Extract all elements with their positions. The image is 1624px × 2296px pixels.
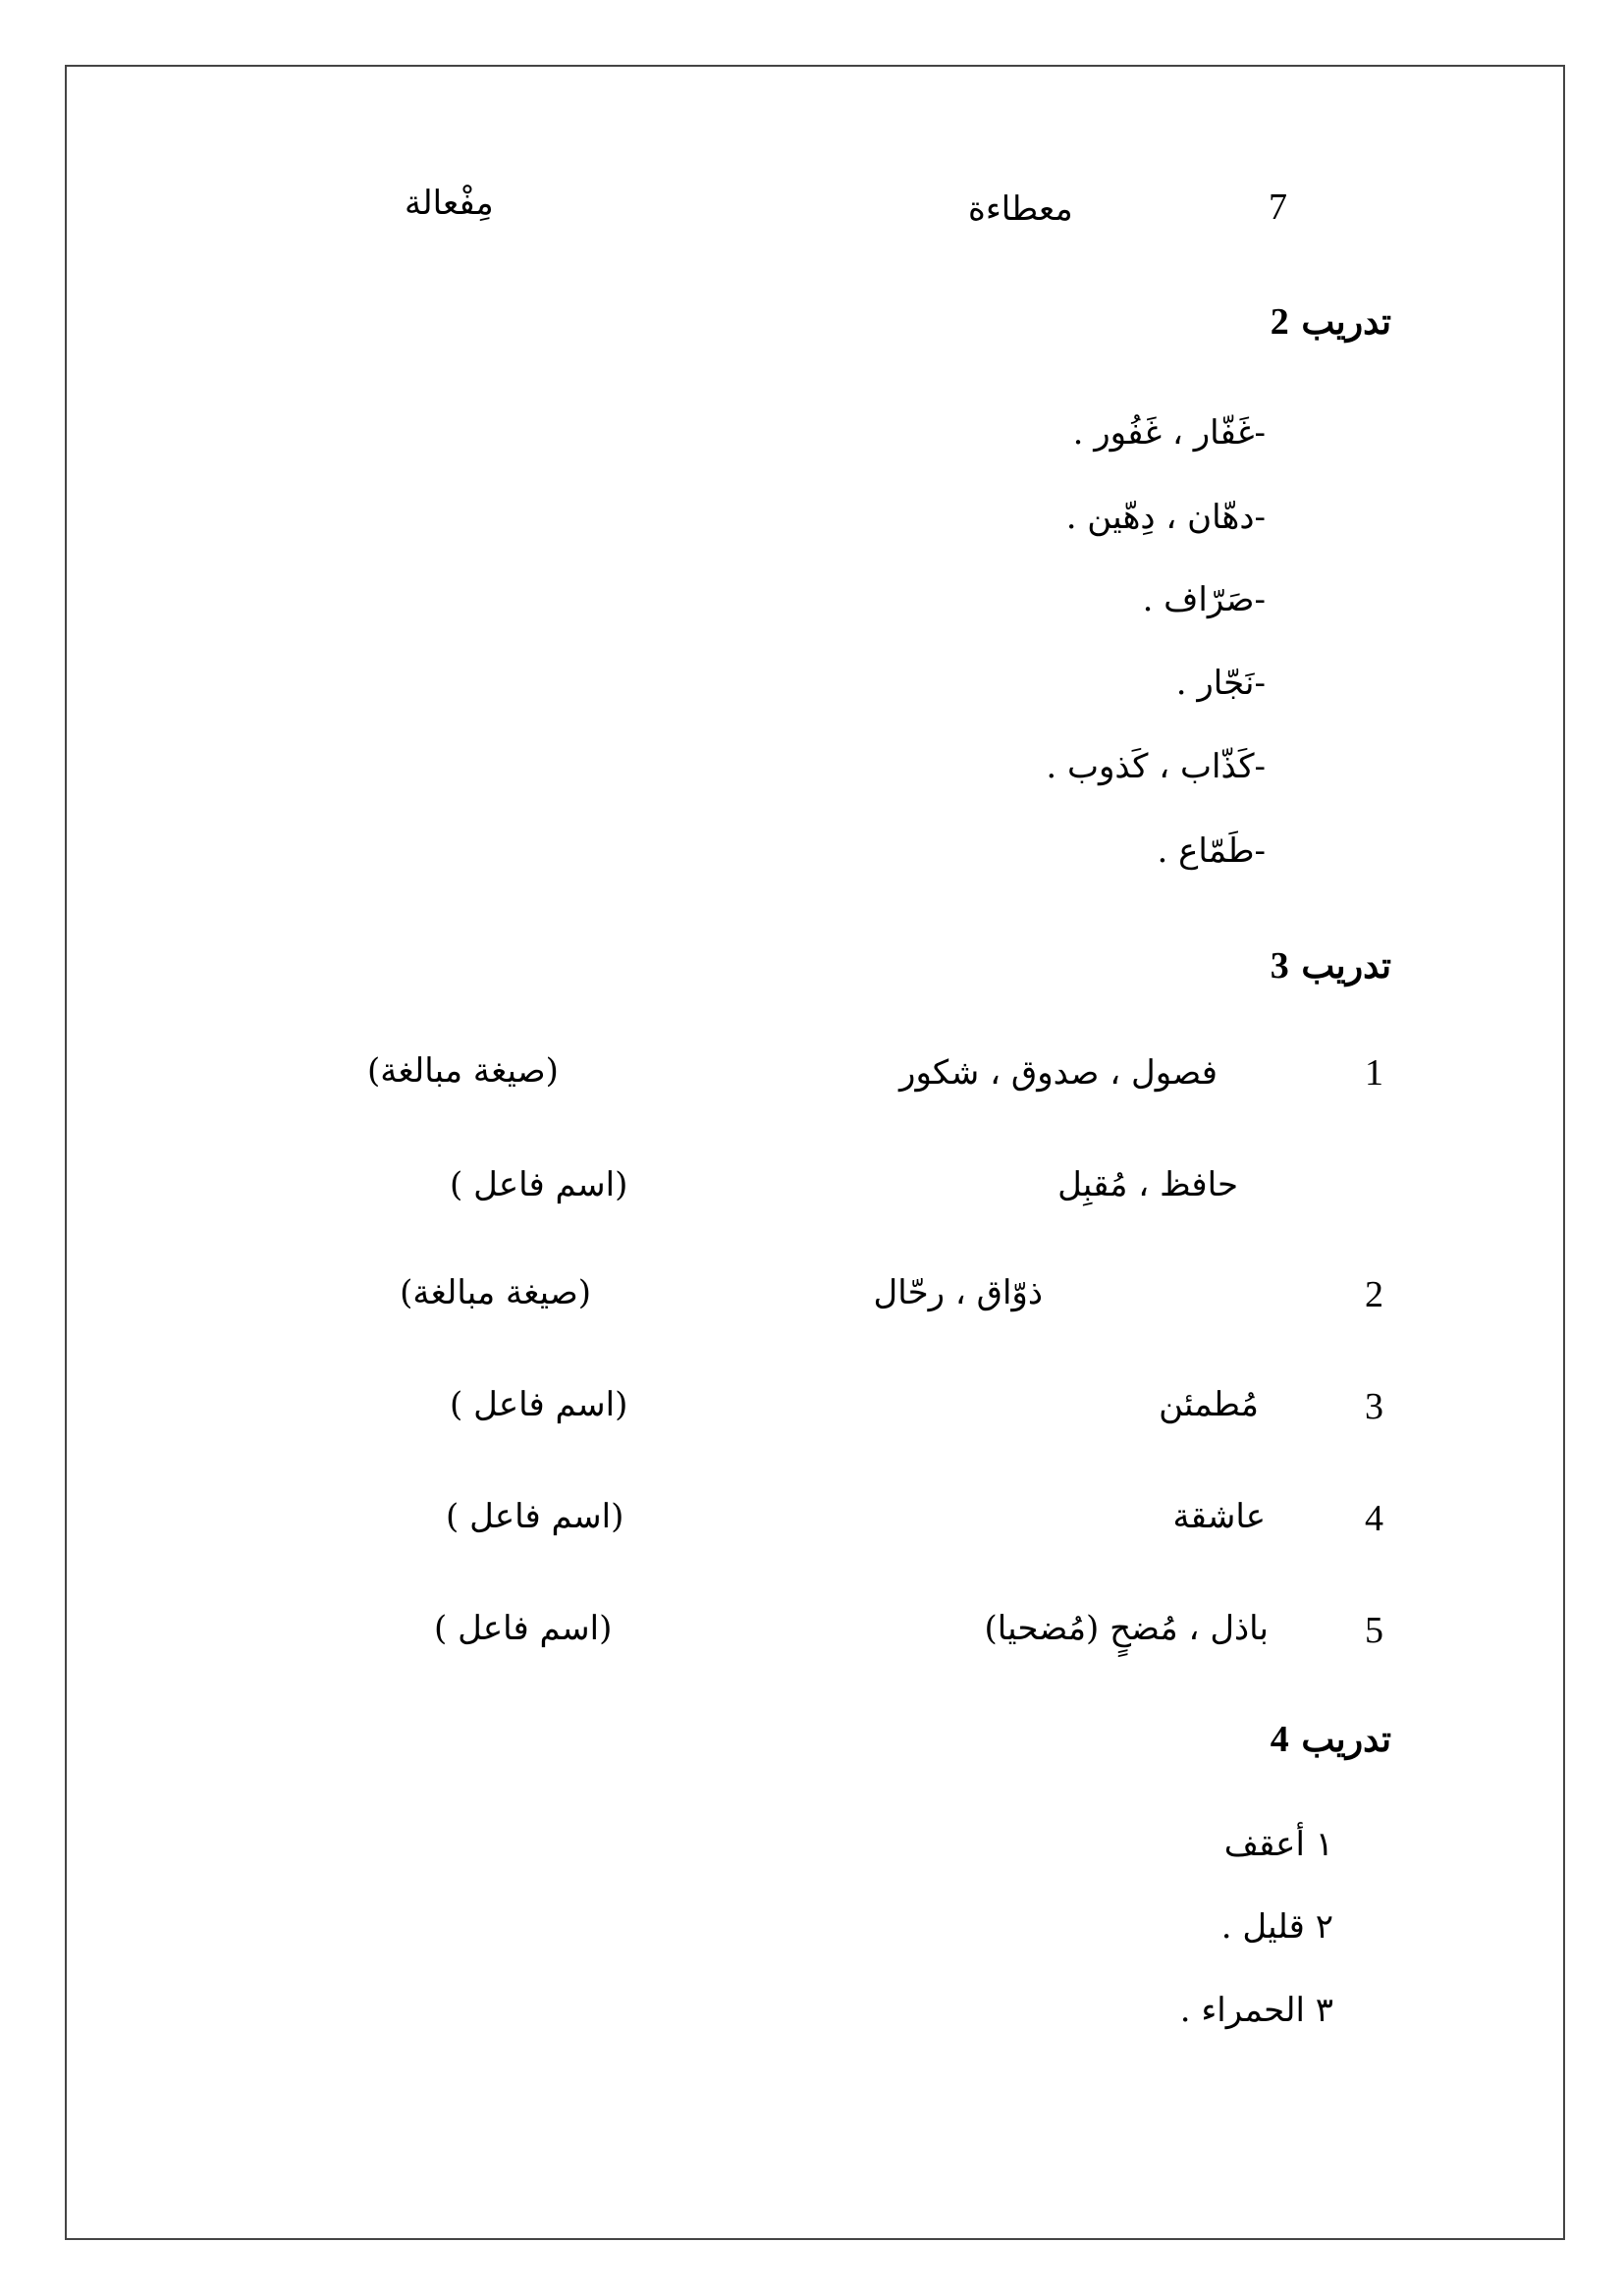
training2-title: تدريب: [1301, 301, 1391, 343]
training4-title: تدريب: [1301, 1719, 1391, 1760]
training3-row-words: باذل ، مُضحٍ (مُضحيا): [984, 1609, 1269, 1648]
training4-item: [1179, 1991, 1333, 2030]
training3-row-number: 3: [1365, 1386, 1383, 1427]
training2-number: 2: [1270, 301, 1289, 343]
training3-row-words: فصول ، صدوق ، شكور: [899, 1053, 1218, 1093]
training3-row-type: (صيغة مبالغة): [400, 1273, 591, 1312]
training3-row-type: (صيغة مبالغة): [367, 1051, 559, 1091]
training3-row-words: ذوّاق ، رحّال: [873, 1273, 1043, 1312]
training4-item: [1220, 1907, 1333, 1947]
training4-number: 4: [1270, 1719, 1289, 1760]
training3-row-words: عاشقة: [1172, 1497, 1266, 1536]
training2-item: -صَرّاف .: [1142, 580, 1266, 619]
training4-item-text: الحمراء .: [1179, 1991, 1305, 2030]
training2-item: -كَذّاب ، كَذوب .: [1046, 747, 1266, 786]
training3-row-type: (اسم فاعل ): [434, 1609, 613, 1648]
training2-item: -غَفّار ، غَفُور .: [1072, 413, 1266, 453]
training3-row-number: 4: [1365, 1498, 1383, 1539]
row7-word: معطاءة: [968, 189, 1073, 229]
training3-row-type: (اسم فاعل ): [450, 1165, 628, 1204]
training2-heading: [1271, 300, 1391, 344]
training3-row-number: 1: [1365, 1052, 1383, 1094]
training2-item: -نَجّار .: [1175, 664, 1266, 703]
training3-heading: [1271, 944, 1391, 988]
training3-row-words: حافظ ، مُقبِل: [1057, 1165, 1238, 1204]
training3-row-number: 2: [1365, 1274, 1383, 1315]
training3-number: 3: [1270, 945, 1289, 987]
row7-number: 7: [1269, 187, 1287, 228]
training3-row-type: (اسم فاعل ): [450, 1385, 628, 1424]
training3-row-words: مُطمئن: [1159, 1385, 1259, 1424]
training4-item: [1223, 1825, 1333, 1864]
training4-item-number: ٣: [1315, 1991, 1333, 2030]
training4-item-number: ٢: [1315, 1907, 1333, 1947]
row7-form: مِفْعالة: [405, 184, 494, 223]
training3-title: تدريب: [1301, 945, 1391, 987]
training3-row-type: (اسم فاعل ): [446, 1497, 624, 1536]
training4-item-text: أعقف: [1223, 1825, 1305, 1864]
training2-item: -دهّان ، دِهّين .: [1065, 498, 1266, 537]
training2-item: -طَمّاع .: [1157, 831, 1266, 871]
training4-item-text: قليل .: [1220, 1907, 1305, 1947]
page-border: [65, 65, 1565, 2240]
training4-heading: [1271, 1718, 1391, 1761]
training3-row-number: 5: [1365, 1610, 1383, 1651]
training4-item-number: ١: [1315, 1825, 1333, 1864]
